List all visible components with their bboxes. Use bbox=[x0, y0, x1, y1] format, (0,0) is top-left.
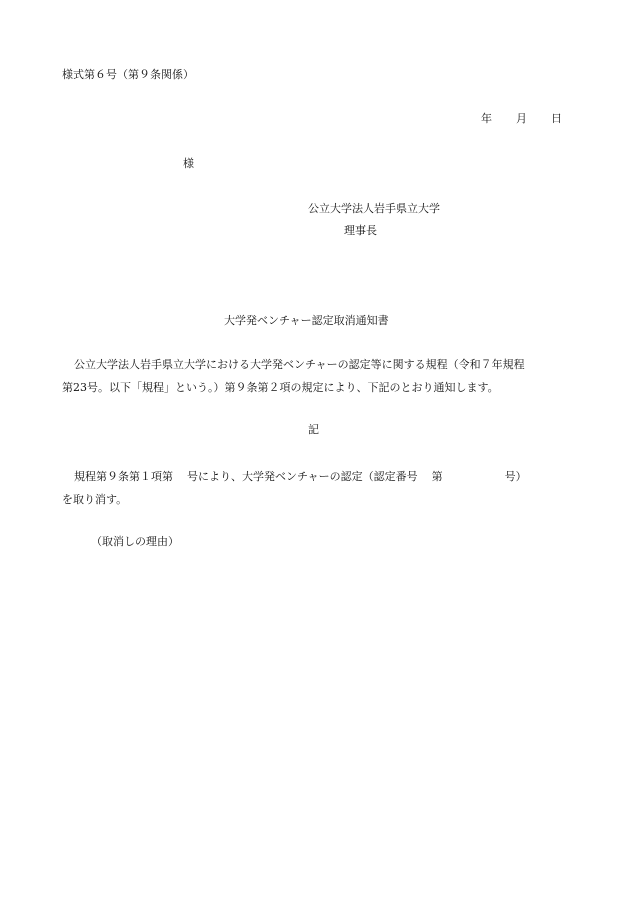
ki-heading: 記 bbox=[308, 423, 319, 436]
form-number: 様式第６号（第９条関係） bbox=[62, 68, 194, 81]
issuer-organization: 公立大学法人岩手県立大学 bbox=[308, 202, 440, 215]
date-year-label: 年 bbox=[481, 112, 492, 125]
document-title: 大学発ベンチャー認定取消通知書 bbox=[224, 314, 389, 327]
body-line-2: 第23号。以下「規程」という。）第９条第２項の規定により、下記のとおり通知します。 bbox=[62, 381, 499, 394]
recipient-suffix: 様 bbox=[183, 157, 194, 170]
notice-line-2: を取り消す。 bbox=[62, 493, 128, 506]
notice-line-1 bbox=[62, 465, 582, 488]
notice-clause-article: 規程第９条第１項第 bbox=[74, 470, 173, 483]
date-line bbox=[481, 112, 562, 126]
notice-paragraph bbox=[62, 465, 582, 511]
date-month-label: 月 bbox=[516, 112, 527, 125]
notice-cert-dai: 第 bbox=[431, 470, 443, 483]
issuer-title: 理事長 bbox=[344, 224, 377, 237]
body-paragraph bbox=[62, 353, 582, 399]
date-day-label: 日 bbox=[551, 112, 562, 125]
reason-heading: （取消しの理由） bbox=[91, 535, 179, 548]
body-line-1: 公立大学法人岩手県立大学における大学発ベンチャーの認定等に関する規程（令和７年規程 bbox=[74, 358, 525, 371]
notice-cert-go: 号） bbox=[504, 470, 527, 483]
notice-clause-revoke: 号により、大学発ベンチャーの認定（認定番号 bbox=[187, 470, 418, 483]
